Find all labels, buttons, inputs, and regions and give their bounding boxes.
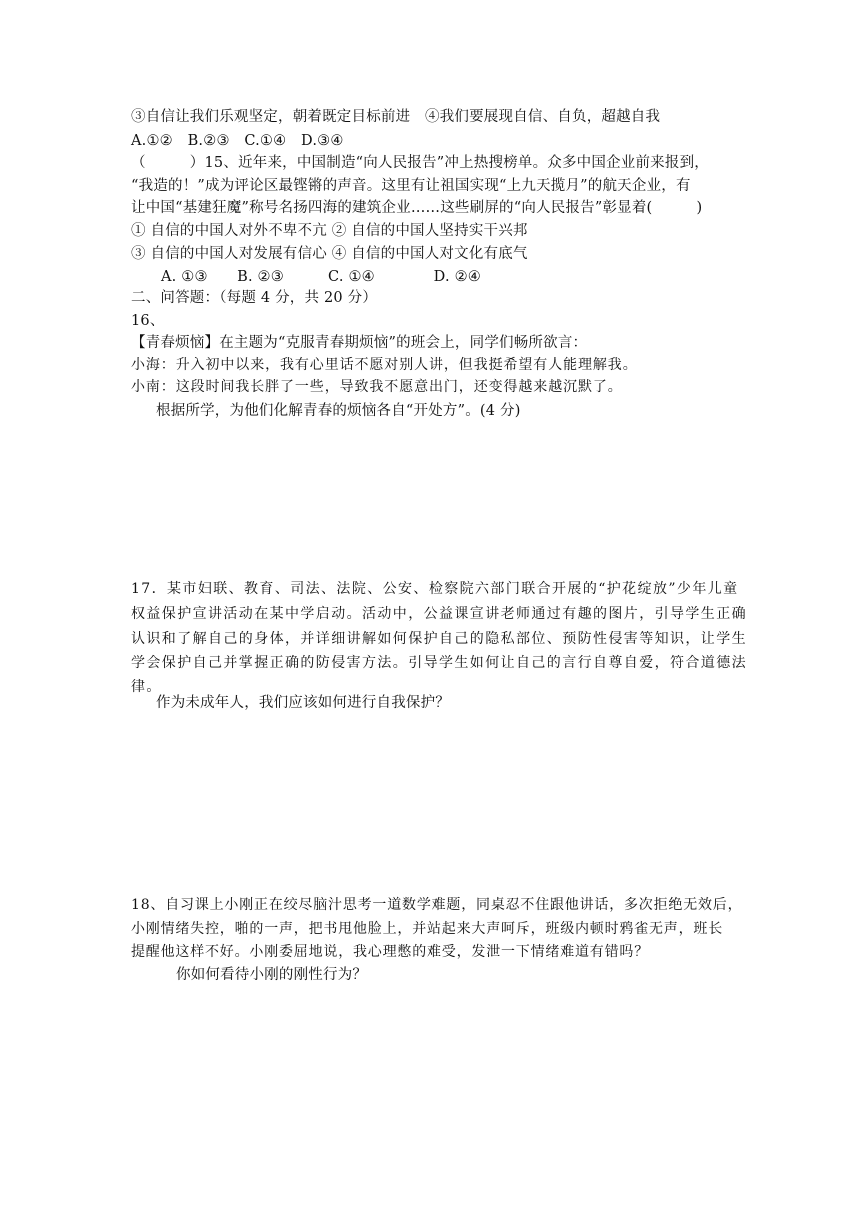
q15-options: A. ①③ B. ②③ C. ①④ D. ②④ <box>161 269 481 285</box>
q18-line-3: 提醒他这样不好。小刚委屈地说，我心理憋的难受，发泄一下情绪难道有错吗？ <box>131 944 649 960</box>
q18-line-2: 小刚情绪失控，啪的一声，把书甩他脸上，并站起来大声呵斥，班级内顿时鸦雀无声，班长 <box>131 921 723 937</box>
q18-question: 你如何看待小刚的刚性行为？ <box>176 967 368 983</box>
section-heading: 二、问答题：（每题 4 分，共 20 分） <box>131 290 378 306</box>
q16-number: 16、 <box>131 313 165 329</box>
q16-xiaonan-statement: 小南：这段时间我长胖了一些，导致我不愿意出门，还变得越来越沉默了。 <box>131 379 623 395</box>
q16-intro: 【青春烦恼】在主题为“克服青春期烦恼”的班会上，同学们畅所欲言： <box>131 335 588 351</box>
q15-statement-1-2: ① 自信的中国人对外不卑不亢 ② 自信的中国人坚持实干兴邦 <box>131 223 528 239</box>
q15-line-2: “我造的！”成为评论区最铿锵的声音。这里有让祖国实现“上九天揽月”的航天企业，有 <box>131 178 691 194</box>
q17-line-1: 17．某市妇联、教育、司法、法院、公安、检察院六部门联合开展的“护花绽放”少年儿童 <box>131 581 739 597</box>
q14-options: A.①② B.②③ C.①④ D.③④ <box>131 133 344 149</box>
q15-line-3: 让中国“基建狂魔”称号名扬四海的建筑企业……这些刷屏的“向人民报告”彰显着( ) <box>131 200 703 216</box>
q18-answer-space[interactable] <box>131 995 731 1175</box>
q14-statement-3-4: ③自信让我们乐观坚定，朝着既定目标前进 ④我们要展现自信、自负，超越自我 <box>131 109 661 125</box>
q17-answer-space[interactable] <box>131 725 731 885</box>
q17-question: 作为未成年人，我们应该如何进行自我保护？ <box>156 695 450 711</box>
q16-question: 根据所学，为他们化解青春的烦恼各自“开处方”。(4 分) <box>156 403 521 419</box>
q15-line-1: （ ）15、近年来，中国制造“向人民报告”冲上热搜榜单。众多中国企业前来报到， <box>131 155 709 171</box>
q16-xiaohai-statement: 小海：升入初中以来，我有心里话不愿对别人讲，但我挺希望有人能理解我。 <box>131 357 638 373</box>
q17-line-4: 学会保护自己并掌握正确的防侵害方法。引导学生如何让自己的言行自尊自爱，符合道德法 <box>131 655 747 671</box>
q17-line-5: 律。 <box>131 679 162 695</box>
q17-line-2: 权益保护宣讲活动在某中学启动。活动中，公益课宣讲老师通过有趣的图片，引导学生正确 <box>131 606 747 622</box>
q17-line-3: 认识和了解自己的身体，并详细讲解如何保护自己的隐私部位、预防性侵害等知识，让学生 <box>131 631 747 647</box>
q16-answer-space[interactable] <box>131 430 731 570</box>
q15-statement-3-4: ③ 自信的中国人对发展有信心 ④ 自信的中国人对文化有底气 <box>131 246 528 262</box>
q18-line-1: 18、自习课上小刚正在绞尽脑汁思考一道数学难题，同桌忍不住跟他讲话，多次拒绝无效后， <box>131 897 743 913</box>
